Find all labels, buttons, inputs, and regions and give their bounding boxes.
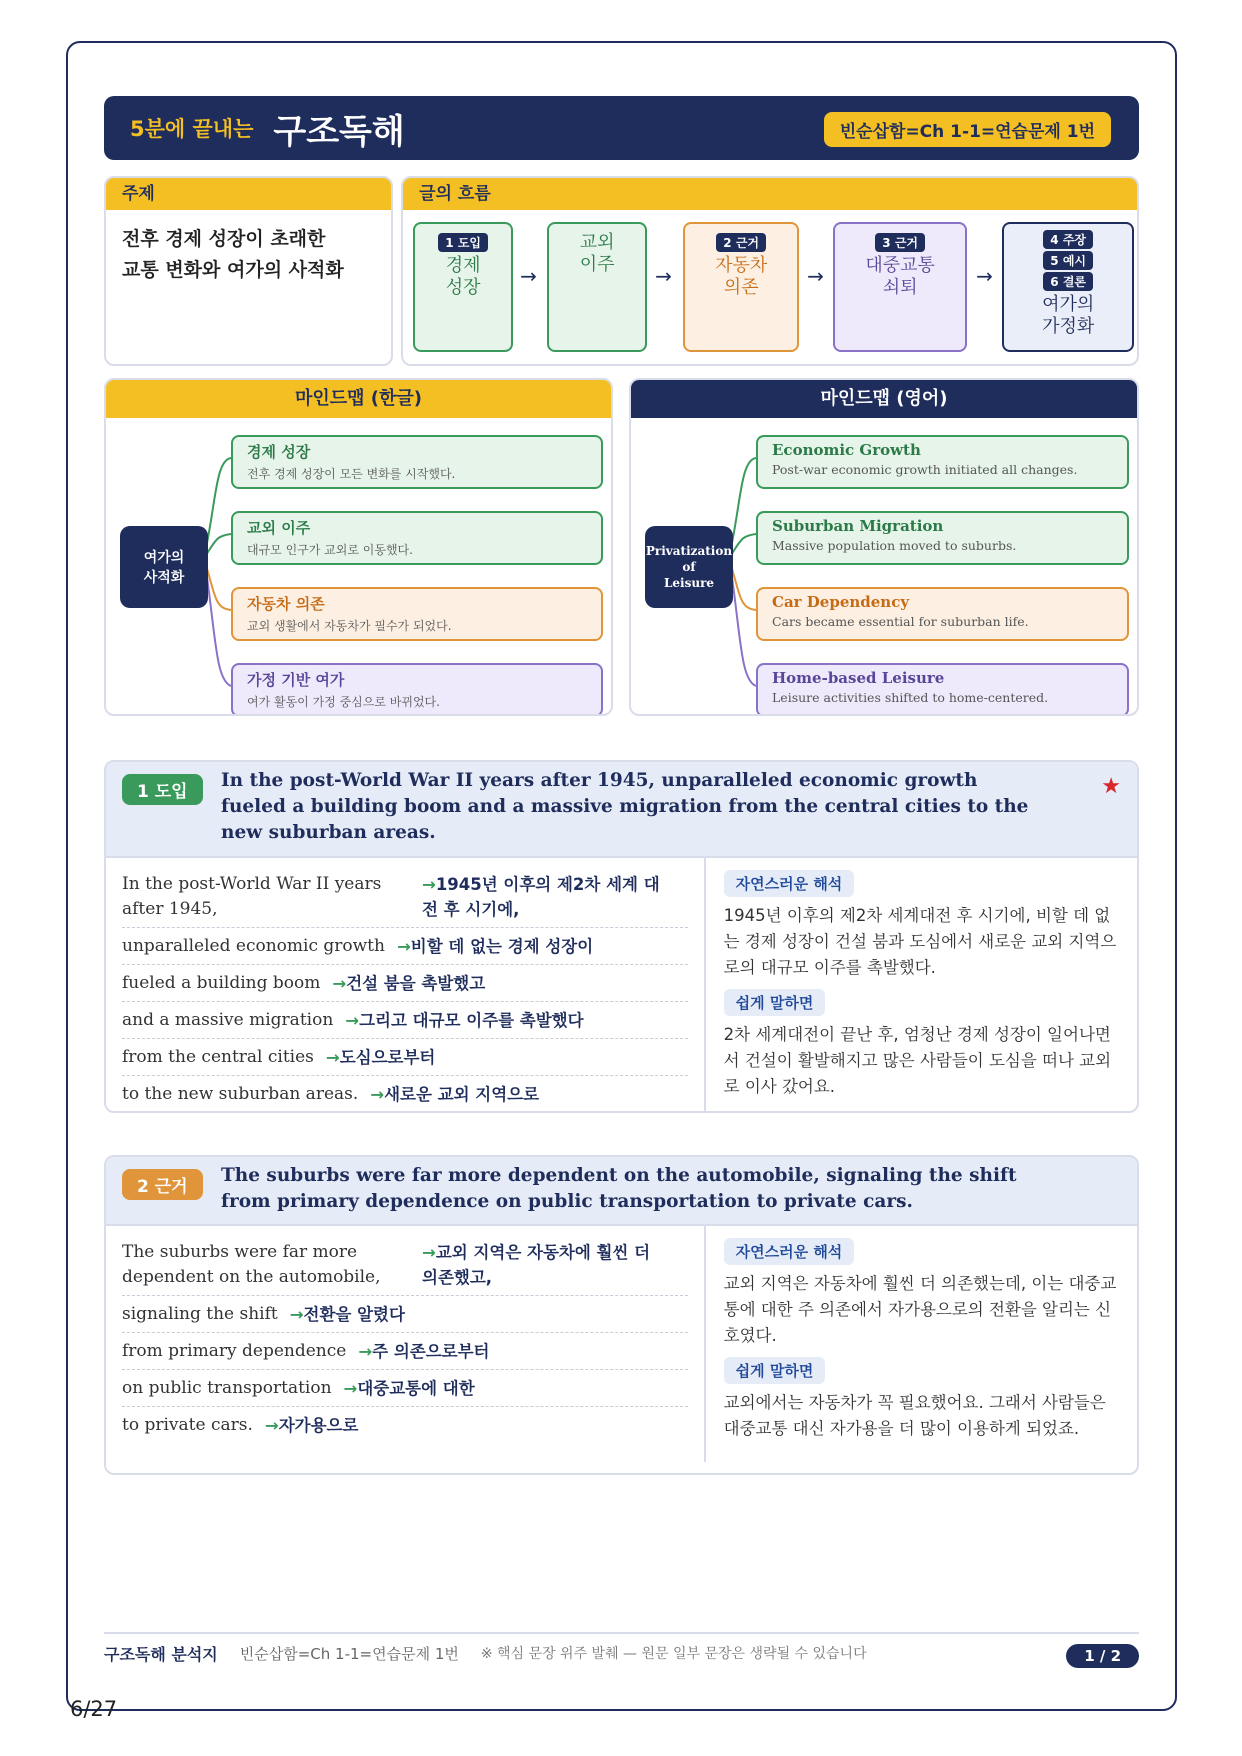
flow-arrow: → [807,264,824,288]
branch-desc: 대규모 인구가 교외로 이동했다. [247,543,413,557]
key-sentence: The suburbs were far more dependent on the automobile, signaling the shift from primary dependence on public transportation to private cars. [221,1165,1017,1212]
chunk-korean: 전환을 알렸다 [303,1305,405,1324]
flow-step-text: 경제 [445,255,481,276]
flow-step-intro [413,222,513,352]
chunk-pair: signaling the shift →전환을 알렸다 [122,1296,688,1333]
chunk-pair: unparalleled economic growth →비할 데 없는 경제 성장이 [122,928,688,965]
mindmap-english-heading: 마인드맵 (영어) [631,380,1137,418]
mindmap-root-line: Leisure [663,576,715,590]
page-counter: 6/27 [70,1697,118,1721]
chunk-korean: 주 의존으로부터 [372,1342,490,1361]
branch-title: 가정 기반 여가 [247,671,345,689]
branch-title: Suburban Migration [772,517,944,535]
chunk-english: on public transportation [122,1378,332,1398]
flow-step-text: 가정화 [1042,316,1095,337]
branch-title: 경제 성장 [247,443,311,461]
footer-note: ※ 핵심 문장 위주 발췌 — 원문 일부 문장은 생략될 수 있습니다 [480,1646,867,1662]
chunk-korean: 비할 데 없는 경제 성장이 [410,937,594,956]
mindmap-root-line: 사적화 [143,570,185,586]
mindmap-korean [104,378,613,716]
chunk-korean: 1945년 이후의 제2차 세계 대전 후 시기에, [422,875,660,919]
flow-arrow: → [976,264,993,288]
mindmap-english [629,378,1139,716]
chunk-korean: 새로운 교외 지역으로 [384,1085,540,1104]
source-badge: 빈순삽함=Ch 1-1=연습문제 1번 [824,112,1111,147]
flow-step-text: 여가의 [1042,294,1095,315]
mindmap-branch [231,511,603,565]
flow-arrow: → [655,264,672,288]
topic-line-1: 전후 경제 성장이 초래한 [122,228,326,250]
chunk-pair: from the central cities →도심으로부터 [122,1039,688,1076]
flow-badge: 5 예시 [1043,251,1093,270]
flow-step-text: 이주 [579,254,615,275]
mindmap-root-line: Privatization [645,544,733,558]
branch-desc: Leisure activities shifted to home-centered. [772,690,1049,705]
title-kicker: 5분에 끝내는 [130,117,254,141]
footer-source: 빈순삽함=Ch 1-1=연습문제 1번 [239,1644,459,1663]
chunk-pair: and a massive migration →그리고 대규모 이주를 촉발했다 [122,1002,688,1039]
branch-desc: 전후 경제 성장이 모든 변화를 시작했다. [247,467,456,481]
mindmap-branch [231,587,603,641]
flow-step-text: 대중교통 [865,255,935,276]
mindmap-korean-heading: 마인드맵 (한글) [106,380,611,418]
page-number-badge: 1 / 2 [1066,1644,1139,1668]
easy-label: 쉽게 말하면 [724,989,826,1016]
natural-translation: 교외 지역은 자동차에 훨씬 더 의존했는데, 이는 대중교통에 대한 주 의존에서 자가용으로의 전환을 알리는 신호였다. [723,1274,1117,1345]
chunk-english: from primary dependence [122,1341,347,1361]
sentence-section-2 [104,1155,1139,1475]
natural-label: 자연스러운 해석 [724,1238,855,1265]
mindmap-root-line: of [682,560,696,574]
mindmap-branch [756,435,1129,489]
chunk-pair: on public transportation →대중교통에 대한 [122,1370,688,1407]
flow-arrow: → [520,264,537,288]
chunk-english: from the central cities [122,1047,314,1067]
chunk-english: signaling the shift [122,1304,278,1324]
section-badge: 2 근거 [122,1169,203,1200]
section-badge: 1 도입 [122,774,203,805]
chunk-korean: 그리고 대규모 이주를 촉발했다 [359,1011,584,1030]
chunk-korean: 도심으로부터 [339,1048,436,1067]
topic-card [104,176,393,366]
branch-desc: Massive population moved to suburbs. [772,538,1017,553]
branch-title: 자동차 의존 [247,595,325,613]
mindmap-branch [756,511,1129,565]
topic-line-2: 교통 변화와 여가의 사적화 [122,259,344,281]
star-icon: ★ [1101,774,1121,799]
mindmap-branch [756,663,1129,716]
page-footer [104,1632,1139,1672]
flow-step-text: 의존 [723,277,759,298]
flow-badge: 2 근거 [716,233,766,252]
flow-step-text: 성장 [445,277,481,298]
branch-desc: 교외 생활에서 자동차가 필수가 되었다. [247,619,452,633]
branch-title: Economic Growth [772,441,921,459]
chunk-pair: from primary dependence →주 의존으로부터 [122,1333,688,1370]
branch-title: Car Dependency [772,593,910,611]
flow-badge: 3 근거 [875,233,925,252]
page-title: 구조독해 [273,111,405,152]
chunk-korean: 교외 지역은 자동차에 훨씬 더 의존했고, [422,1243,651,1287]
mindmap-branch [756,587,1129,641]
chunk-english: The suburbs were far more dependent on the automobile, [122,1242,381,1287]
chunk-english: to the new suburban areas. [122,1084,359,1104]
flow-step-migration [547,222,647,352]
key-sentence: In the post-World War II years after 1945, unparalleled economic growth fueled a building boom and a massive migration from the central cities to the new suburban areas. [221,770,1029,843]
chunk-korean: 대중교통에 대한 [357,1379,475,1398]
title-banner [104,96,1139,160]
easy-explanation: 2차 세계대전이 끝난 후, 엄청난 경제 성장이 일어나면서 건설이 활발해지고 많은 사람들이 도심을 떠나 교외로 이사 갔어요. [723,1025,1112,1096]
natural-label: 자연스러운 해석 [724,870,855,897]
branch-title: 교외 이주 [247,519,311,537]
chunk-english: to private cars. [122,1415,253,1435]
branch-desc: Cars became essential for suburban life. [772,614,1029,629]
flow-step-text: 교외 [579,232,615,253]
chunk-english: In the post-World War II years after 1945, [122,874,382,919]
mindmap-root [645,526,733,608]
chunk-pair: In the post-World War II years after 1945, →1945년 이후의 제2차 세계 대전 후 시기에, [122,866,688,928]
flow-step-transit [833,222,967,352]
chunk-english: unparalleled economic growth [122,936,385,956]
flow-heading: 글의 흐름 [403,178,1137,210]
flow-badge: 6 결론 [1043,272,1093,291]
chunk-pair: to the new suburban areas. →새로운 교외 지역으로 [122,1076,688,1112]
mindmap-root [120,526,208,608]
branch-desc: 여가 활동이 가정 중심으로 바뀌었다. [247,695,440,709]
flow-badge: 1 도입 [438,233,488,252]
chunk-korean: 건설 붐을 촉발했고 [346,974,486,993]
chunk-pair: fueled a building boom →건설 붐을 촉발했고 [122,965,688,1002]
easy-explanation: 교외에서는 자동차가 꼭 필요했어요. 그래서 사람들은 대중교통 대신 자가용을 더 많이 이용하게 되었죠. [723,1393,1106,1438]
flow-step-car [683,222,799,352]
mindmap-branch [231,663,603,716]
worksheet [104,96,1139,716]
branch-title: Home-based Leisure [772,669,945,687]
chunk-pair: The suburbs were far more dependent on the automobile, →교외 지역은 자동차에 훨씬 더 의존했고, [122,1234,688,1296]
chunk-english: and a massive migration [122,1010,334,1030]
easy-label: 쉽게 말하면 [724,1357,826,1384]
flow-badge: 4 주장 [1043,230,1093,249]
flow-step-home [1002,222,1134,352]
natural-translation: 1945년 이후의 제2차 세계대전 후 시기에, 비할 데 없는 경제 성장이 건설 붐과 도심에서 새로운 교외 지역으로의 대규모 이주를 촉발했다. [723,906,1117,977]
flow-step-text: 자동차 [715,255,768,276]
branch-desc: Post-war economic growth initiated all changes. [772,462,1078,477]
chunk-pair: to private cars. →자가용으로 [122,1407,688,1443]
chunk-korean: 자가용으로 [278,1416,359,1435]
chunk-english: fueled a building boom [122,973,321,993]
footer-name: 구조독해 분석지 [104,1644,218,1664]
sentence-section-1 [104,760,1139,1113]
topic-heading: 주제 [106,178,391,210]
flow-step-text: 쇠퇴 [882,277,918,298]
flow-card [401,176,1139,366]
mindmap-branch [231,435,603,489]
mindmap-root-line: 여가의 [143,550,185,566]
